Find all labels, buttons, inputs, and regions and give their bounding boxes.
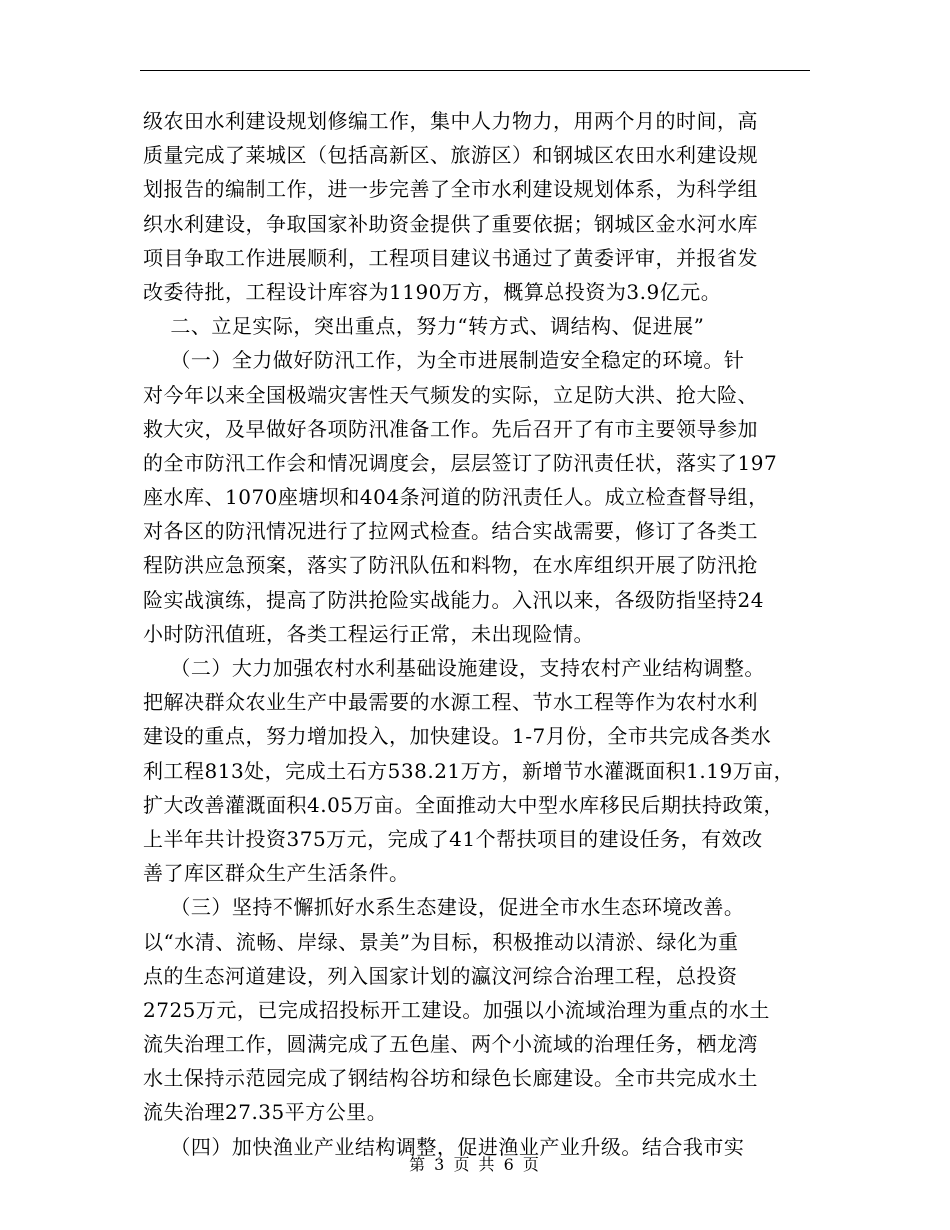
text-line: 点的生态河道建设，列入国家计划的瀛汶河综合治理工程，总投资: [143, 963, 738, 988]
text-line: 扩大改善灌溉面积4.05万亩。全面推动大中型水库移民后期扶持政策，: [143, 792, 785, 817]
text-line: （四）加快渔业产业结构调整，促进渔业产业升级。结合我市实: [143, 1134, 745, 1159]
text-line: 流失治理27.35平方公里。: [143, 1100, 388, 1125]
page-footer: 第 3 页 共 6 页: [409, 1155, 541, 1174]
text-line: 级农田水利建设规划修编工作，集中人力物力，用两个月的时间，高: [143, 109, 758, 133]
text-line: 上半年共计投资375万元，完成了41个帮扶项目的建设任务，有效改: [143, 826, 763, 851]
text-line: 流失治理工作，圆满完成了五色崖、两个小流域的治理任务，栖龙湾: [143, 1032, 758, 1057]
text-line: 改委待批，工程设计库容为1190万方，概算总投资为3.9亿元。: [143, 279, 722, 304]
text-line: 把解决群众农业生产中最需要的水源工程、节水工程等作为农村水利: [143, 690, 758, 715]
text-line: 织水利建设，争取国家补助资金提供了重要依据；钢城区金水河水库: [143, 211, 758, 236]
text-line: 对今年以来全国极端灾害性天气频发的实际，立足防大洪、抢大险、: [143, 382, 758, 407]
text-line: 善了库区群众生产生活条件。: [143, 861, 410, 886]
text-line: 水土保持示范园完成了钢结构谷坊和绿色长廊建设。全市共完成水土: [143, 1066, 758, 1091]
text-line: 划报告的编制工作，进一步完善了全市水利建设规划体系，为科学组: [143, 177, 758, 202]
text-line: 对各区的防汛情况进行了拉网式检查。结合实战需要，修订了各类工: [143, 519, 758, 544]
text-line: 程防洪应急预案，落实了防汛队伍和料物，在水库组织开展了防汛抢: [143, 553, 758, 578]
text-line: 利工程813处，完成土石方538.21万方，新增节水灌溉面积1.19万亩，: [143, 758, 795, 783]
text-line: 的全市防汛工作会和情况调度会，层层签订了防汛责任状，落实了197: [143, 450, 778, 475]
text-line: 座水库、1070座塘坝和404条河道的防汛责任人。成立检查督导组，: [143, 485, 769, 510]
text-line: 险实战演练，提高了防洪抢险实战能力。入汛以来，各级防指坚持24: [143, 587, 764, 612]
document-body: [143, 104, 811, 1164]
text-line: 质量完成了莱城区（包括高新区、旅游区）和钢城区农田水利建设规: [143, 143, 758, 168]
text-line: （三）坚持不懈抓好水系生态建设，促进全市水生态环境改善。: [143, 895, 745, 920]
text-line: 建设的重点，努力增加投入，加快建设。1-7月份，全市共完成各类水: [143, 724, 772, 749]
text-line: 救大灾，及早做好各项防汛准备工作。先后召开了有市主要领导参加: [143, 416, 758, 441]
text-line: 2725万元，已完成招投标开工建设。加强以小流域治理为重点的水土: [143, 997, 770, 1022]
text-line: 项目争取工作进展顺利，工程项目建议书通过了黄委评审，并报省发: [143, 245, 758, 270]
text-line: 小时防汛值班，各类工程运行正常，未出现险情。: [143, 621, 594, 646]
text-line: （二）大力加强农村水利基础设施建设，支持农村产业结构调整。: [143, 656, 765, 680]
text-line: （一）全力做好防汛工作，为全市进展制造安全稳定的环境。针: [143, 348, 745, 373]
text-line: 以“水清、流畅、岸绿、景美”为目标，积极推动以清淤、绿化为重: [143, 929, 739, 954]
header-rule: [140, 70, 810, 71]
text-line: 二、立足实际，突出重点，努力“转方式、调结构、促进展”: [143, 314, 705, 339]
